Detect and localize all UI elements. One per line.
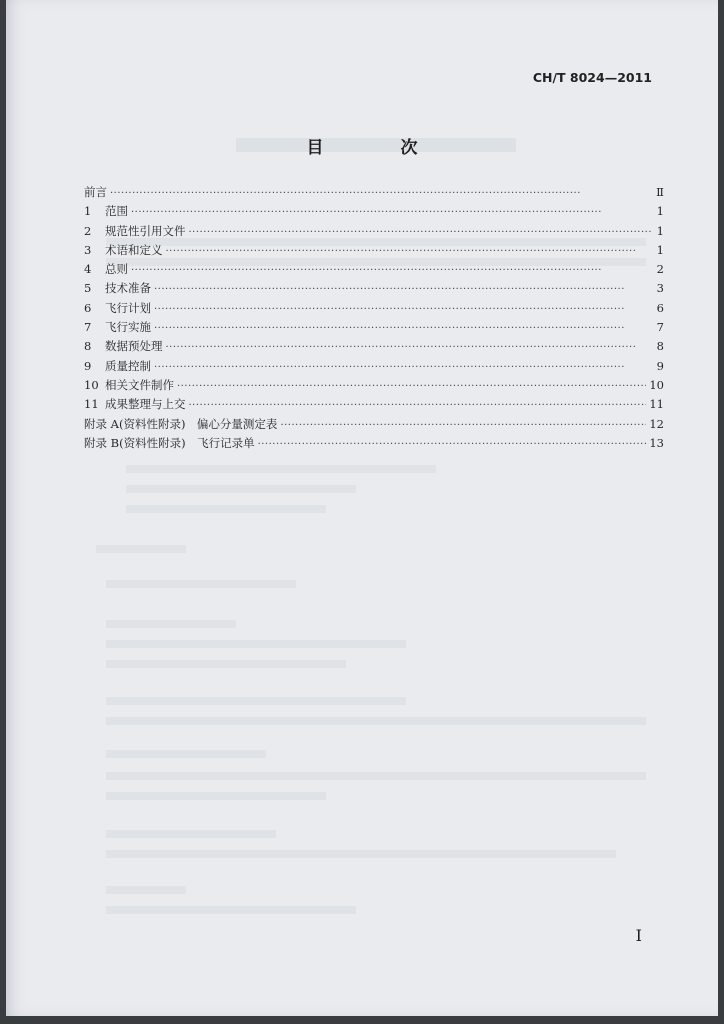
bleed-through xyxy=(106,750,266,758)
toc-entry[interactable] xyxy=(84,261,664,280)
toc-entry-label: 附录 A(资料性附录) 偏心分量测定表 xyxy=(84,416,278,431)
toc-entry-label: 总则 xyxy=(105,262,128,277)
document-page xyxy=(6,0,718,1016)
bleed-through xyxy=(106,640,406,648)
toc-entry-page: 12 xyxy=(649,416,664,431)
toc-entry[interactable] xyxy=(84,358,664,377)
toc-entry-number: 5 xyxy=(84,281,92,296)
toc-entry-page: 3 xyxy=(656,281,664,296)
toc-leader-dots xyxy=(131,265,651,276)
toc-entry-label: 附录 B(资料性附录) 飞行记录单 xyxy=(84,435,255,450)
toc-entry[interactable] xyxy=(84,396,664,415)
page-title: 目 次 xyxy=(306,138,448,158)
toc-entry-page: Ⅱ xyxy=(656,185,664,199)
toc-entry-number: 4 xyxy=(84,262,92,277)
toc-entry[interactable] xyxy=(84,242,664,261)
toc-entry-number: 8 xyxy=(84,339,92,354)
toc-entry-page: 6 xyxy=(656,300,664,315)
toc-entry-page: 10 xyxy=(649,377,664,392)
toc-entry-number: 11 xyxy=(84,397,99,412)
page-number: I xyxy=(635,926,642,945)
toc-leader-dots xyxy=(154,304,651,315)
toc-entry-label: 前言 xyxy=(84,185,107,199)
toc-entry[interactable] xyxy=(84,416,664,435)
toc-leader-dots xyxy=(131,207,651,218)
toc-entry[interactable] xyxy=(84,338,664,357)
toc-entry[interactable] xyxy=(84,300,664,319)
bleed-through xyxy=(106,886,186,894)
toc-leader-dots xyxy=(154,323,651,334)
standard-code: CH/T 8024—2011 xyxy=(532,70,652,85)
toc-entry-number: 6 xyxy=(84,300,92,315)
bleed-through xyxy=(106,830,276,838)
toc-leader-dots xyxy=(110,188,651,199)
bleed-through xyxy=(126,485,356,493)
toc-entry-number: 3 xyxy=(84,242,92,257)
bleed-through xyxy=(106,906,356,914)
toc-entry-page: 1 xyxy=(656,204,664,219)
toc-entry[interactable] xyxy=(84,377,664,396)
toc-leader-dots xyxy=(154,284,651,295)
toc-leader-dots xyxy=(258,439,647,450)
bleed-through xyxy=(106,792,326,800)
toc-entry-number: 10 xyxy=(84,377,99,392)
toc-entry-label: 数据预处理 xyxy=(105,339,163,354)
toc-entry-page: 8 xyxy=(656,339,664,354)
table-of-contents xyxy=(84,184,664,454)
bleed-through xyxy=(106,580,296,588)
toc-entry-page: 2 xyxy=(656,262,664,277)
toc-entry[interactable] xyxy=(84,319,664,338)
toc-entry-page: 1 xyxy=(656,223,664,238)
bleed-through xyxy=(106,717,646,725)
toc-entry-page: 9 xyxy=(656,358,664,373)
toc-leader-dots xyxy=(189,227,652,238)
bleed-through xyxy=(106,660,346,668)
toc-entry-label: 规范性引用文件 xyxy=(105,223,186,238)
toc-entry-label: 飞行计划 xyxy=(105,300,151,315)
bleed-through xyxy=(106,620,236,628)
toc-entry-number: 7 xyxy=(84,320,92,335)
bleed-through xyxy=(126,465,436,473)
bleed-through xyxy=(96,545,186,553)
bleed-through xyxy=(126,505,326,513)
toc-entry[interactable] xyxy=(84,223,664,242)
toc-entry[interactable] xyxy=(84,203,664,222)
toc-entry[interactable] xyxy=(84,280,664,299)
toc-entry-page: 11 xyxy=(649,397,664,412)
toc-entry-label: 质量控制 xyxy=(105,358,151,373)
toc-leader-dots xyxy=(154,362,651,373)
toc-entry-label: 术语和定义 xyxy=(105,242,163,257)
toc-leader-dots xyxy=(189,400,647,411)
bleed-through xyxy=(106,697,406,705)
toc-entry-page: 1 xyxy=(656,242,664,257)
toc-leader-dots xyxy=(166,246,652,257)
toc-entry-number: 2 xyxy=(84,223,92,238)
toc-entry[interactable] xyxy=(84,435,664,454)
toc-entry-label: 飞行实施 xyxy=(105,320,151,335)
toc-entry-number: 1 xyxy=(84,204,92,219)
bleed-through xyxy=(106,850,616,858)
toc-entry-page: 7 xyxy=(656,320,664,335)
toc-entry-label: 范围 xyxy=(105,204,128,219)
bleed-through xyxy=(106,772,646,780)
toc-entry-number: 9 xyxy=(84,358,92,373)
toc-leader-dots xyxy=(177,381,646,392)
toc-entry-label: 相关文件制作 xyxy=(105,377,174,392)
toc-entry-page: 13 xyxy=(649,435,664,450)
toc-entry[interactable] xyxy=(84,184,664,203)
toc-entry-label: 技术准备 xyxy=(105,281,151,296)
toc-leader-dots xyxy=(166,342,652,353)
toc-leader-dots xyxy=(280,420,646,431)
toc-entry-label: 成果整理与上交 xyxy=(105,397,186,412)
